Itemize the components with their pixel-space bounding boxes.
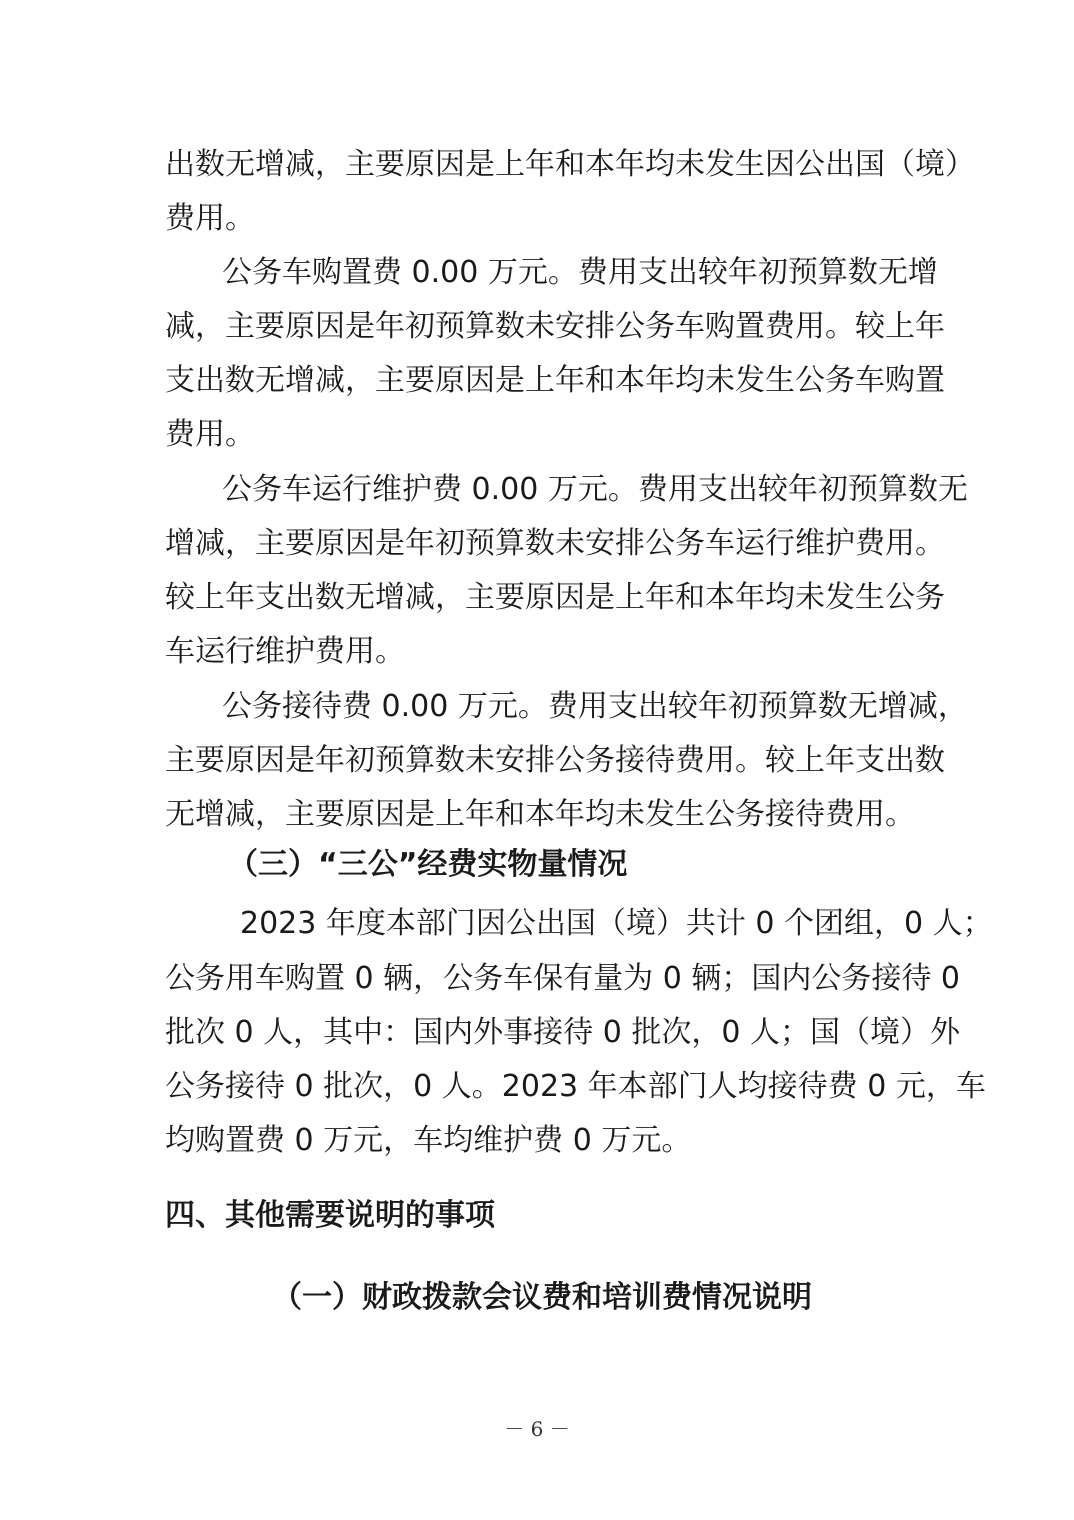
- body-text-line: 公务用车购置 0 辆，公务车保有量为 0 辆；国内公务接待 0: [165, 961, 960, 996]
- body-text-line: 费用。: [165, 417, 255, 452]
- body-text-line: 减，主要原因是年初预算数未安排公务车购置费用。较上年: [165, 309, 945, 344]
- paragraph-physical-quantity: 2023 年度本部门因公出国（境）共计 0 个团组，0 人；: [240, 906, 993, 941]
- body-text-line: 支出数无增减，主要原因是上年和本年均未发生公务车购置: [165, 363, 945, 398]
- section-heading-four: 四、其他需要说明的事项: [165, 1198, 495, 1233]
- body-text-line: 无增减，主要原因是上年和本年均未发生公务接待费用。: [165, 797, 915, 832]
- paragraph-reception: 公务接待费 0.00 万元。费用支出较年初预算数无增减，: [222, 689, 968, 724]
- paragraph-vehicle-maintenance: 公务车运行维护费 0.00 万元。费用支出较年初预算数无: [222, 472, 968, 507]
- body-text-line: 费用。: [165, 201, 255, 236]
- body-text-line: 公务接待 0 批次，0 人。2023 年本部门人均接待费 0 元，车: [165, 1069, 986, 1104]
- page-number: － 6 －: [504, 1417, 570, 1441]
- body-text-line: 出数无增减，主要原因是上年和本年均未发生因公出国（境）: [165, 147, 975, 182]
- body-text-line: 主要原因是年初预算数未安排公务接待费用。较上年支出数: [165, 743, 945, 778]
- paragraph-vehicle-purchase: 公务车购置费 0.00 万元。费用支出较年初预算数无增: [222, 255, 938, 290]
- body-text-line: 增减，主要原因是年初预算数未安排公务车运行维护费用。: [165, 526, 945, 561]
- body-text-line: 较上年支出数无增减，主要原因是上年和本年均未发生公务: [165, 580, 945, 615]
- body-text-line: 车运行维护费用。: [165, 634, 405, 669]
- subheading-one: （一）财政拨款会议费和培训费情况说明: [272, 1280, 812, 1315]
- body-text-line: 批次 0 人，其中：国内外事接待 0 批次，0 人；国（境）外: [165, 1015, 960, 1050]
- subheading-three: （三）“三公”经费实物量情况: [228, 847, 628, 882]
- body-text-line: 均购置费 0 万元，车均维护费 0 万元。: [165, 1123, 692, 1158]
